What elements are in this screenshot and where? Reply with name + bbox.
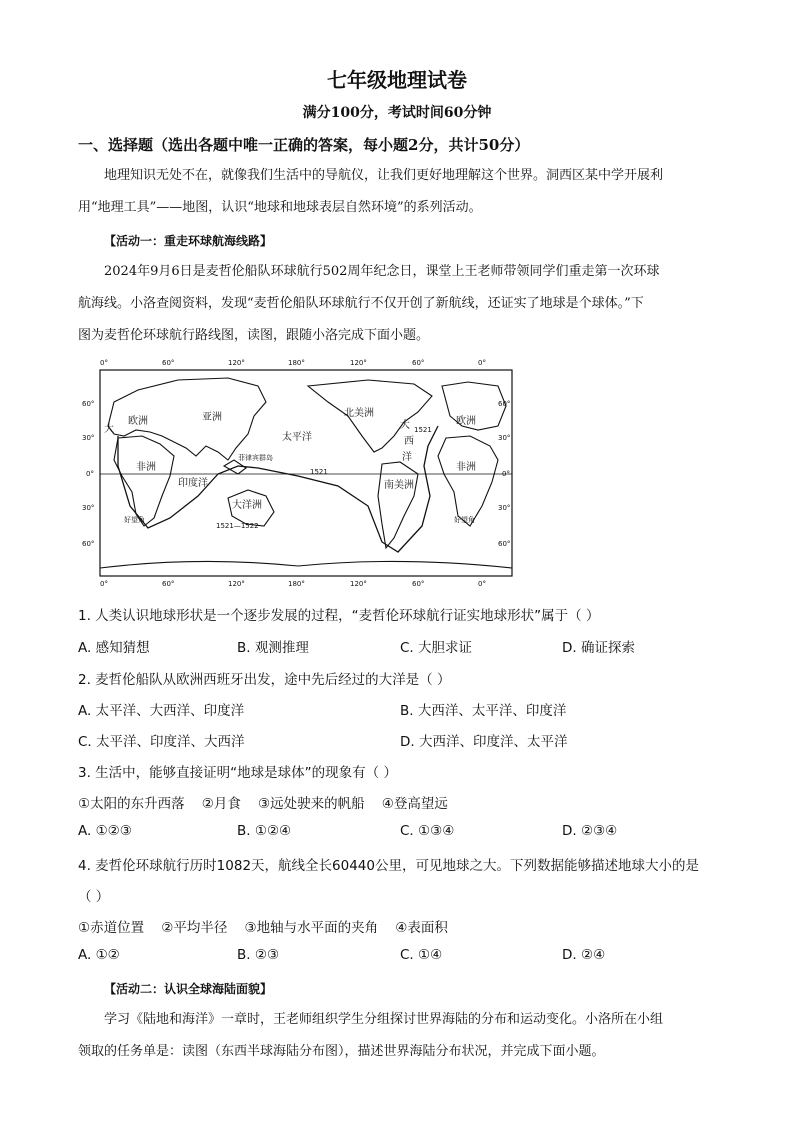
question-4-stem: 4. 麦哲伦环球航行历时1082天，航线全长60440公里，可见地球之大。下列数据能够描述地球大小的是: [78, 858, 699, 874]
section-heading: 一、选择题（选出各题中唯一正确的答案，每小题2分，共计50分）: [78, 136, 530, 154]
question-4-items: ①赤道位置 ②平均半径 ③地轴与水平面的夹角 ④表面积: [78, 920, 448, 936]
activity1-paragraph: [78, 256, 718, 352]
label-europe-right: 欧洲: [456, 416, 476, 427]
label-route-1522: 1521—1522: [216, 522, 259, 530]
activity1-line-2: 航海线。小洛查阅资料，发现“麦哲伦船队环球航行不仅开创了新航线，还证实了地球是个球体。”下: [78, 296, 644, 311]
top-tick: 60°: [162, 359, 175, 367]
q2-option-a[interactable]: A. 太平洋、大西洋、印度洋: [78, 703, 245, 719]
q4-option-b[interactable]: B. ②③: [237, 947, 280, 963]
right-tick: 30°: [498, 434, 511, 442]
right-tick: 0°: [502, 470, 510, 478]
q4-option-c[interactable]: C. ①④: [400, 947, 443, 963]
activity1-tag: 【活动一：重走环球航海线路】: [104, 234, 273, 248]
activity2-line-1: 学习《陆地和海洋》一章时，王老师组织学生分组探讨世界海陆的分布和运动变化。小洛所在小组: [104, 1012, 664, 1027]
label-da-left: 大: [104, 424, 114, 435]
bottom-tick: 180°: [288, 580, 305, 588]
intro-line-2: 用“地理工具”——地图，认识“地球和地球表层自然环境”的系列活动。: [78, 200, 482, 215]
bottom-tick: 0°: [478, 580, 486, 588]
map-frame: [100, 370, 512, 576]
q3-option-a[interactable]: A. ①②③: [78, 823, 132, 839]
map-left-ticks: [82, 400, 94, 548]
question-2-stem: 2. 麦哲伦船队从欧洲西班牙出发，途中先后经过的大洋是（ ）: [78, 672, 451, 688]
bottom-tick: 60°: [412, 580, 425, 588]
left-tick: 0°: [86, 470, 94, 478]
activity1-line-1: 2024年9月6日是麦哲伦船队环球航行502周年纪念日，课堂上王老师带领同学们重走第一次环球: [104, 264, 660, 279]
q4-option-d[interactable]: D. ②④: [562, 947, 606, 963]
label-atlantic-yang: 洋: [402, 452, 412, 463]
label-asia: 亚洲: [202, 412, 222, 423]
exam-subtitle: 满分100分，考试时间60分钟: [302, 105, 492, 121]
label-route-1521b: 1521: [414, 426, 432, 434]
activity2-tag: 【活动二：认识全球海陆面貌】: [104, 982, 273, 996]
label-cape-1: 好望角: [124, 516, 145, 524]
label-pacific: 太平洋: [282, 432, 312, 443]
label-route-1521a: 1521: [310, 468, 328, 476]
question-1-stem: 1. 人类认识地球形状是一个逐步发展的过程，“麦哲伦环球航行证实地球形状”属于（ ）: [78, 608, 600, 624]
bottom-tick: 120°: [350, 580, 367, 588]
q2-option-b[interactable]: B. 大西洋、太平洋、印度洋: [400, 703, 567, 719]
q3-option-c[interactable]: C. ①③④: [400, 823, 455, 839]
bottom-tick: 0°: [100, 580, 108, 588]
q2-option-c[interactable]: C. 太平洋、印度洋、大西洋: [78, 734, 245, 750]
top-tick: 120°: [350, 359, 367, 367]
top-tick: 120°: [228, 359, 245, 367]
label-atlantic-da: 大: [400, 420, 410, 431]
intro-line-1: 地理知识无处不在，就像我们生活中的导航仪，让我们更好地理解这个世界。洞西区某中学开展利: [104, 168, 664, 183]
label-atlantic-xi: 西: [404, 436, 414, 447]
left-tick: 30°: [82, 504, 95, 512]
intro-paragraph: [78, 160, 718, 224]
page-title: 七年级地理试卷: [327, 68, 467, 92]
question-3-stem: 3. 生活中，能够直接证明“地球是球体”的现象有（ ）: [78, 765, 397, 781]
label-europe: 欧洲: [128, 416, 148, 427]
right-tick: 60°: [498, 540, 511, 548]
q3-option-b[interactable]: B. ①②④: [237, 823, 292, 839]
label-philippines: 菲律宾群岛: [238, 454, 273, 462]
label-north-america: 北美洲: [344, 408, 374, 419]
q1-option-a[interactable]: A. 感知猜想: [78, 640, 150, 656]
activity2-paragraph: [78, 1004, 718, 1068]
top-tick: 0°: [478, 359, 486, 367]
q1-option-c[interactable]: C. 大胆求证: [400, 640, 473, 656]
label-africa-right: 非洲: [456, 462, 476, 473]
label-oceania: 大洋洲: [232, 500, 262, 511]
label-south-america: 南美洲: [384, 480, 414, 491]
question-4-stem-2: （ ）: [78, 889, 110, 905]
activity2-line-2: 领取的任务单是：读图（东西半球海陆分布图），描述世界海陆分布状况，并完成下面小题。: [78, 1044, 605, 1059]
label-africa: 非洲: [136, 462, 156, 473]
top-tick: 60°: [412, 359, 425, 367]
left-tick: 60°: [82, 540, 95, 548]
label-cape-2: 好望角: [454, 516, 475, 524]
question-3-items: ①太阳的东升西落 ②月食 ③远处驶来的帆船 ④登高望远: [78, 796, 448, 812]
left-tick: 30°: [82, 434, 95, 442]
q2-option-d[interactable]: D. 大西洋、印度洋、太平洋: [400, 734, 568, 750]
q1-option-b[interactable]: B. 观测推理: [237, 640, 309, 656]
top-tick: 0°: [100, 359, 108, 367]
left-tick: 60°: [82, 400, 95, 408]
map-bottom-ticks: [100, 580, 486, 588]
q4-option-a[interactable]: A. ①②: [78, 947, 120, 963]
label-indian-ocean: 印度洋: [178, 478, 208, 489]
bottom-tick: 120°: [228, 580, 245, 588]
top-tick: 180°: [288, 359, 305, 367]
q1-option-d[interactable]: D. 确证探索: [562, 640, 635, 656]
right-tick: 60°: [498, 400, 511, 408]
magellan-route-map: [78, 356, 518, 588]
q3-option-d[interactable]: D. ②③④: [562, 823, 618, 839]
activity1-line-3: 图为麦哲伦环球航行路线图，读图，跟随小洛完成下面小题。: [78, 328, 430, 343]
map-top-ticks: [100, 359, 486, 367]
bottom-tick: 60°: [162, 580, 175, 588]
right-tick: 30°: [498, 504, 511, 512]
